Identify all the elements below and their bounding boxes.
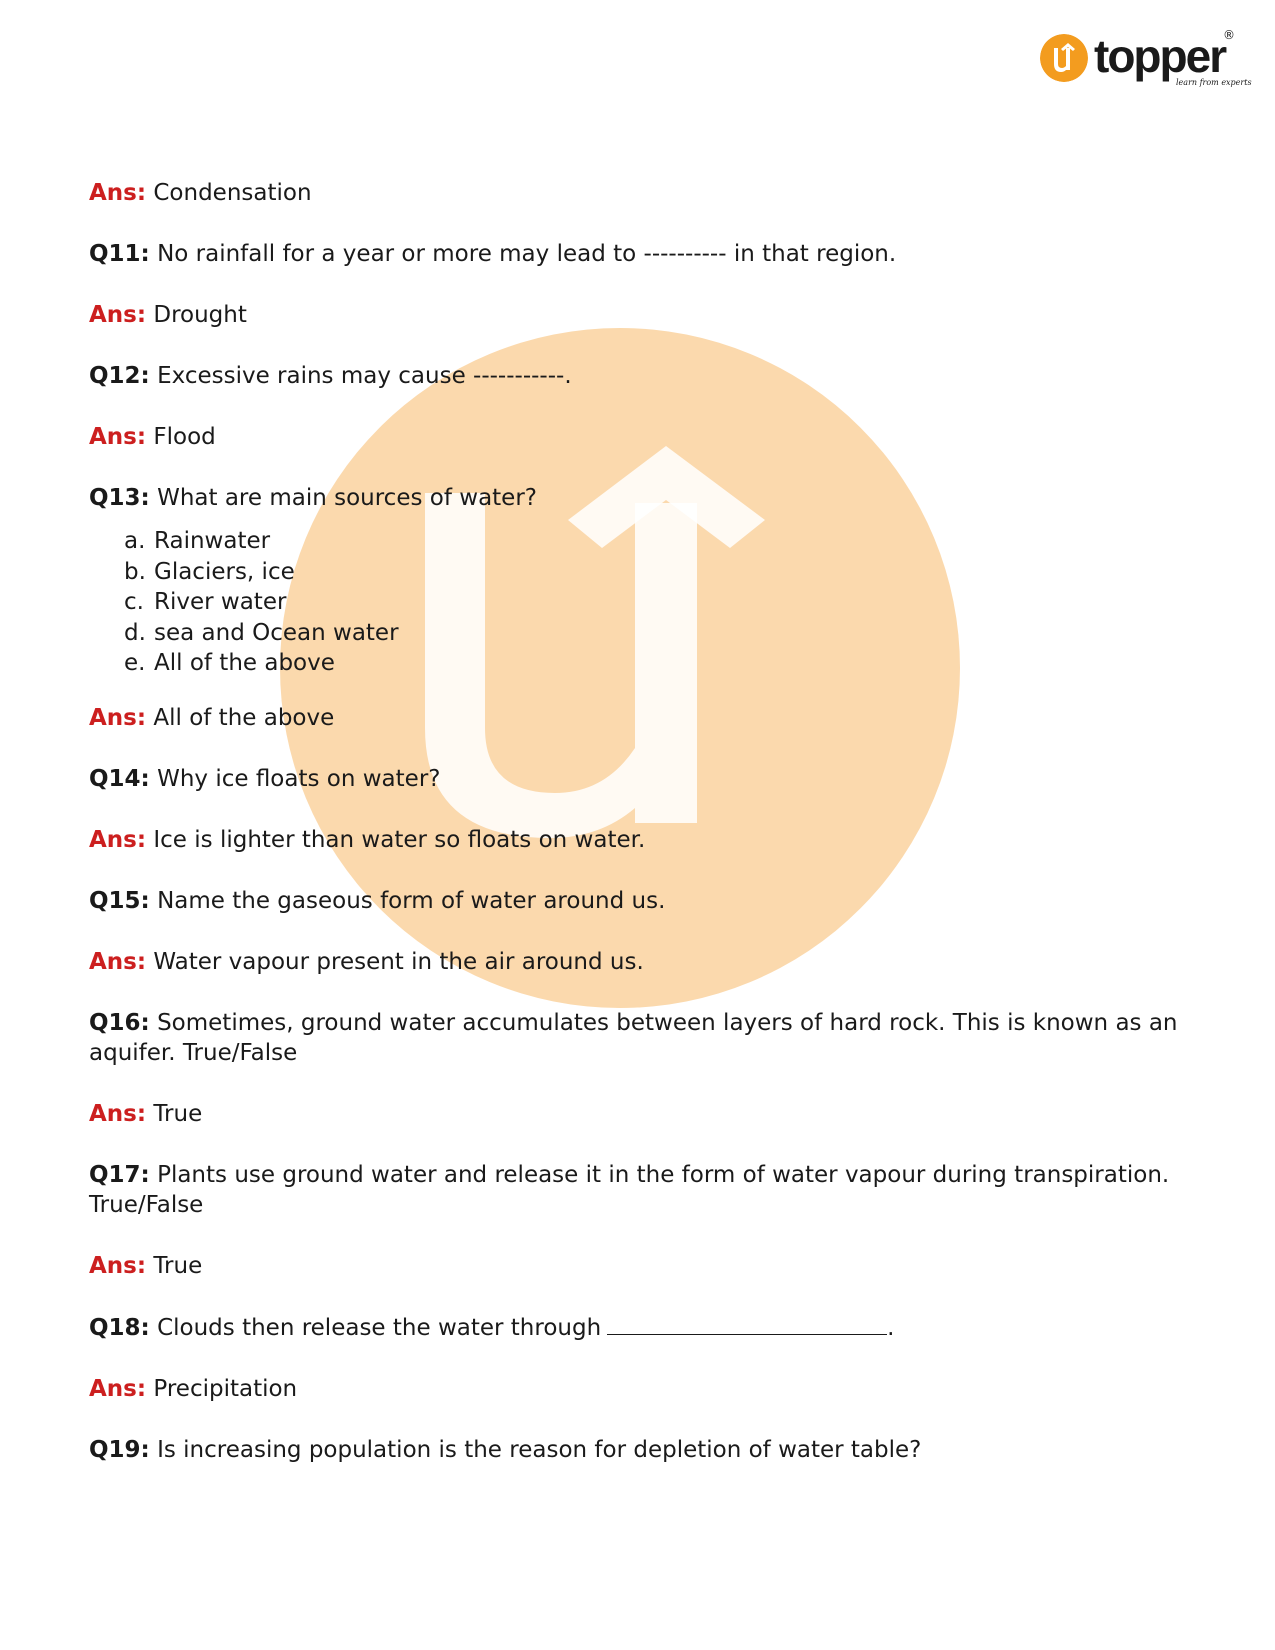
topper-logo (1040, 28, 1252, 90)
answer-label: Ans: (89, 704, 147, 731)
list-item (89, 587, 1189, 618)
registered-mark: ® (1223, 28, 1235, 42)
option-letter: e. (124, 650, 146, 676)
answer-text: True (146, 1252, 203, 1279)
question-line (89, 886, 1189, 916)
option-letter: a. (124, 528, 146, 554)
question-text: Plants use ground water and release it in the form of water vapour during transpiration. True/False (89, 1161, 1170, 1218)
answer-text: True (146, 1100, 203, 1127)
q13-options-list (89, 526, 1189, 679)
answer-line (89, 1099, 1189, 1129)
answer-label: Ans: (89, 302, 147, 328)
qa-content (89, 178, 1189, 1496)
question-label: Q14: (89, 765, 150, 792)
question-label: Q17: (89, 1161, 150, 1188)
topper-logo-icon (1040, 34, 1088, 82)
question-text: Sometimes, ground water accumulates between layers of hard rock. This is known as an aquifer. True/False (89, 1009, 1178, 1066)
question-label: Q11: (89, 241, 150, 267)
option-text: All of the above (154, 650, 335, 676)
answer-line (89, 825, 1189, 855)
brand-name: topper (1094, 30, 1226, 82)
answer-label: Ans: (89, 826, 147, 853)
answer-text: Drought (146, 302, 247, 328)
option-text: sea and Ocean water (154, 619, 399, 646)
list-item (89, 648, 1189, 679)
answer-line (89, 422, 1189, 452)
answer-label: Ans: (89, 180, 147, 206)
answer-label: Ans: (89, 1375, 147, 1402)
answer-line (89, 1251, 1189, 1281)
answer-line (89, 947, 1189, 977)
answer-line (89, 1374, 1189, 1404)
answer-label: Ans: (89, 1252, 147, 1279)
question-line (89, 1160, 1189, 1220)
question-line (89, 1312, 1189, 1343)
answer-line (89, 300, 1189, 330)
question-text: Clouds then release the water through (149, 1314, 602, 1341)
question-line (89, 239, 1189, 269)
question-line (89, 1008, 1189, 1068)
question-text: Is increasing population is the reason for depletion of water table? (149, 1436, 922, 1463)
question-line (89, 361, 1189, 391)
answer-label: Ans: (89, 948, 147, 975)
brand-tagline: learn from experts (1176, 78, 1252, 87)
option-letter: b. (124, 558, 146, 585)
answer-text: Flood (146, 424, 216, 450)
answer-text: Precipitation (146, 1375, 298, 1402)
answer-line (89, 178, 1189, 208)
question-label: Q19: (89, 1436, 150, 1463)
option-text: River water (154, 589, 287, 615)
question-suffix: . (887, 1314, 895, 1341)
question-text: Why ice floats on water? (149, 765, 441, 792)
answer-text: Water vapour present in the air around us. (146, 948, 644, 975)
question-label: Q13: (89, 485, 150, 511)
question-line (89, 1435, 1189, 1465)
question-text: Name the gaseous form of water around us. (149, 887, 666, 914)
answer-text: Ice is lighter than water so floats on water. (146, 826, 646, 853)
answer-label: Ans: (89, 424, 147, 450)
answer-text: All of the above (146, 704, 335, 731)
option-text: Glaciers, ice (154, 558, 295, 585)
question-line (89, 764, 1189, 794)
option-letter: d. (124, 619, 146, 646)
question-label: Q15: (89, 887, 150, 914)
list-item (89, 557, 1189, 588)
question-label: Q18: (89, 1314, 150, 1341)
option-text: Rainwater (154, 528, 271, 554)
answer-text: Condensation (146, 180, 312, 206)
question-text: Excessive rains may cause -----------. (149, 363, 572, 389)
question-label: Q12: (89, 363, 150, 389)
question-line (89, 483, 1189, 513)
answer-line (89, 703, 1189, 733)
list-item (89, 618, 1189, 649)
fill-in-blank (607, 1312, 887, 1335)
question-text: What are main sources of water? (149, 485, 537, 511)
list-item (89, 526, 1189, 557)
option-letter: c. (124, 589, 144, 615)
question-text: No rainfall for a year or more may lead to ---------- in that region. (149, 241, 897, 267)
answer-label: Ans: (89, 1100, 147, 1127)
question-label: Q16: (89, 1009, 150, 1036)
